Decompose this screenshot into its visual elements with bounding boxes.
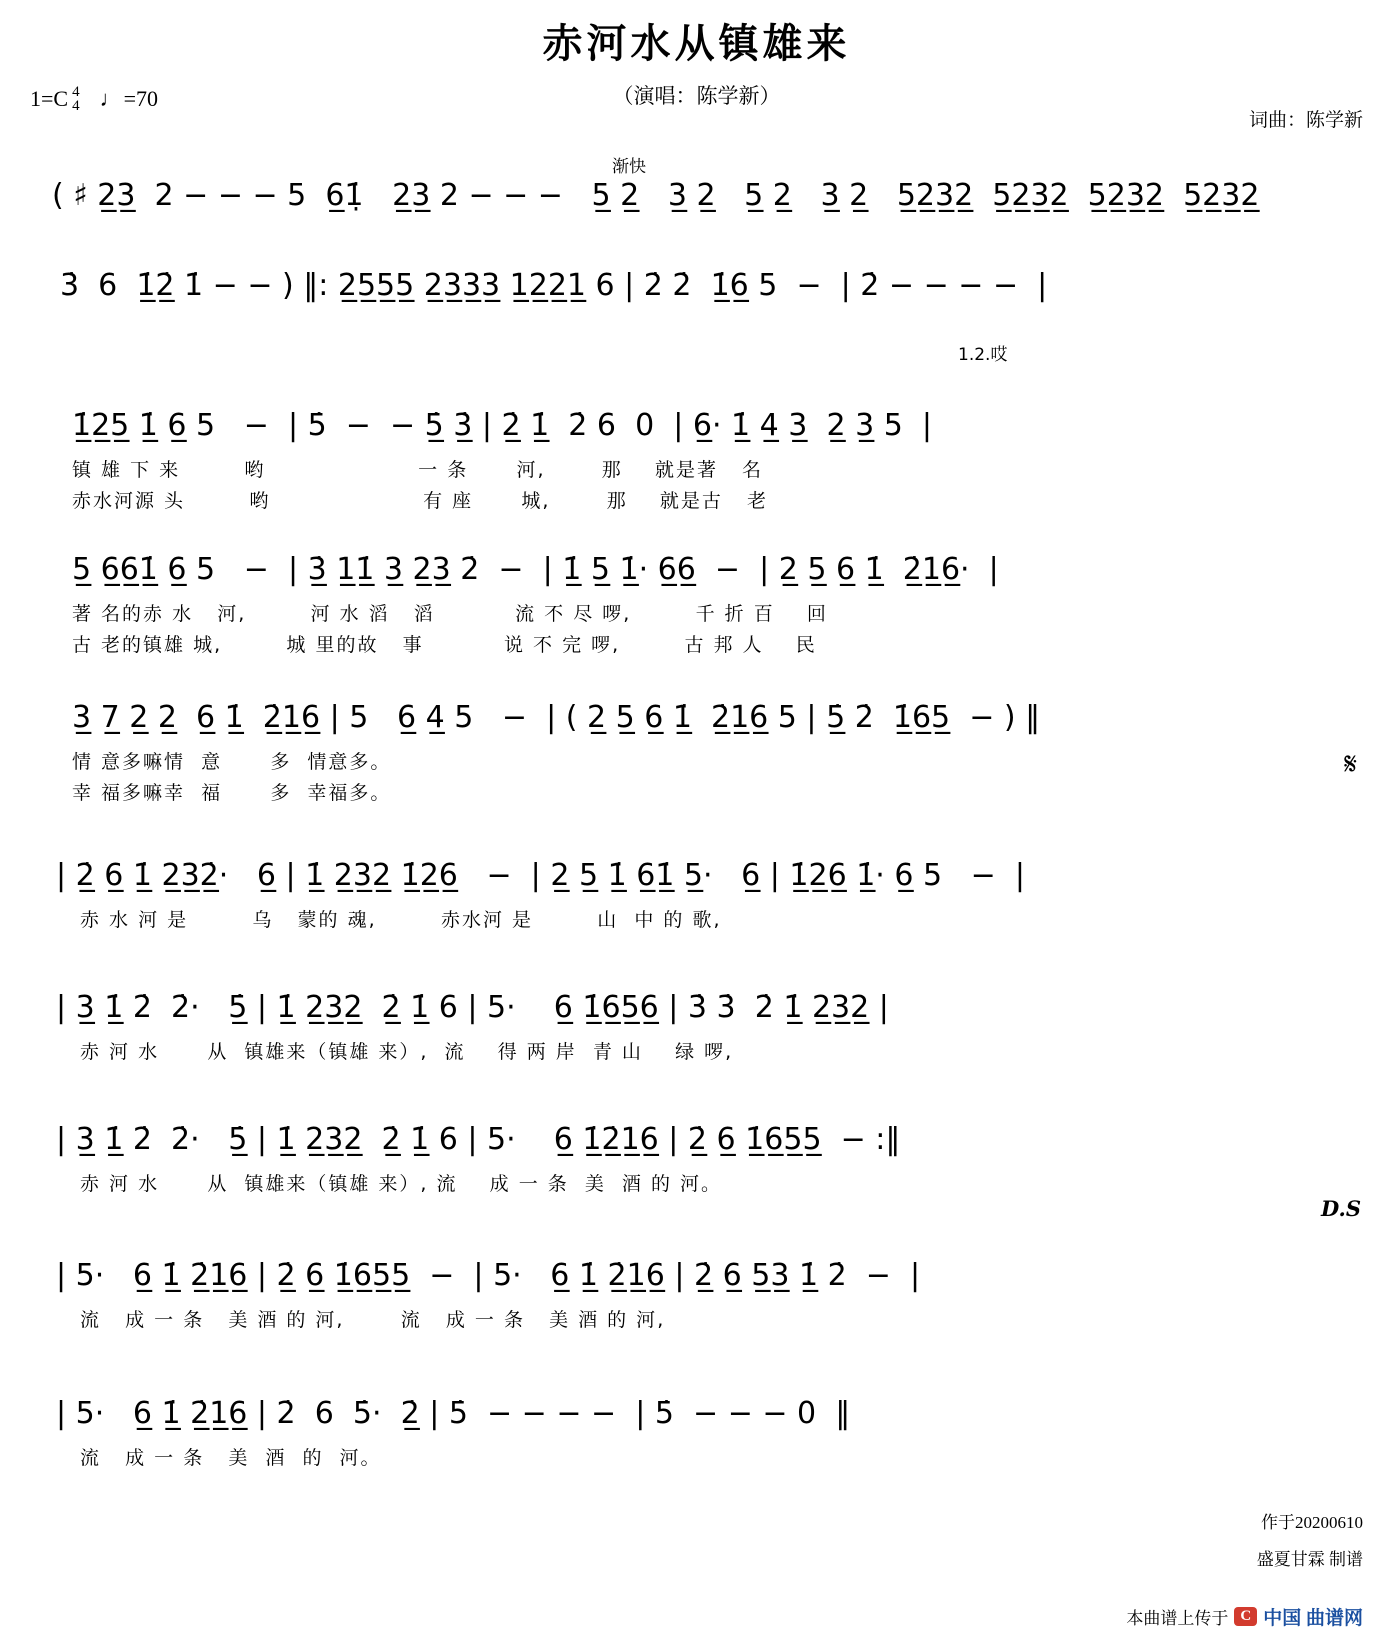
notes-line-4: 5̲ 6̲6̲1̲̇ 6̲ 5 − | 3̲̇ 1̲1̲̇ 3̲ 2̲3̲ 2̇ − | 1̲̇ 5̲ 1̲̇· 6̲6̲ − | 2̲ 5̲ 6̲ 1̲̇ 2̲̇1̲6̲· | [72, 552, 999, 587]
staff-row-7 [0, 990, 1393, 1064]
staff-row-4 [0, 552, 1393, 657]
staff-row-1 [0, 178, 1393, 213]
accel-mark: 渐快 [612, 157, 646, 177]
staff-row-9 [0, 1258, 1393, 1332]
compose-date: 作于20200610 [1261, 1513, 1363, 1532]
lyrics-line-4b: 古 老的镇雄 城, 城 里的故 事 说 不 完 啰, 古 邦 人 民 [72, 634, 817, 656]
quarter-note-icon: ♩ [99, 86, 122, 112]
notes-line-9: | 5· 6̲ 1̲̇ 2̲̇1̲6̲ | 2̲̇ 6̲ 1̲̇6̲5̲5̲ − | 5· 6̲ 1̲̇ 2̲̇1̲6̲ | 2̲̇ 6̲ 5̲3̲ 1̲̇ 2̇ − | [56, 1258, 921, 1293]
notes-line-1: ( ♯ 2̲3̲ 2 − − − 5 6̲1̣̇ 2̲3̲ 2 − − − 5̲ 2̲ 3̲ 2̲ 5̲ 2̲ 3̲ 2̲ 5̲2̲3̲2̲ 5̲2̲3̲2̲ 5̲2̲3̲2̲ 5̲2̲3̲2̲ [52, 178, 1260, 213]
site-attribution[interactable] [1126, 1603, 1363, 1630]
notes-line-2: 3̇ 6 1̲̇2̲̇ 1̇ − − ) ‖: 2̲5̲5̲5̲ 2̲3̲3̲3̲ 1̲2̲2̲1̲ 6 | 2̇ 2̇ 1̲̇6̲ 5 − | 2̇ − − − − | [60, 268, 1048, 303]
staff-row-3 [0, 408, 1393, 513]
notes-line-3: 1̲̇2̲5̲ 1̲̇ 6̲ 5 − | 5̇ − − 5̲̇ 3̲̇ | 2̲̇ 1̲̇ 2̇ 6 0 | 6̲· 1̲̇ 4̲ 3̲ 2̲ 3̲ 5 | [72, 408, 932, 443]
time-signature [72, 85, 80, 114]
staff-row-8 [0, 1122, 1393, 1196]
staff-row-10 [0, 1396, 1393, 1470]
notes-line-5: 3̲ 7̲ 2̲ 2̲ 6̲ 1̲̇ 2̲̇1̲6̲ | 5 6̲ 4̲ 5 − | ( 2̲ 5̲ 6̲ 1̲̇ 2̲̇1̲6̲ 5 | 5̲̇ 2̇ 1̲̇6̲5̲ − ) ‖ [72, 700, 1041, 735]
site-logo-icon: C [1234, 1607, 1257, 1626]
ds-mark: D.S [1321, 1196, 1361, 1221]
page-title: 赤河水从镇雄来 [542, 20, 851, 67]
notes-line-10: | 5· 6̲ 1̲̇ 2̲̇1̲6̲ | 2̇ 6 5̇· 2̲̇ | 5̇ − − − − | 5̇ − − − 0 ‖ [56, 1396, 851, 1431]
lyrics-line-5b: 幸 福多嘛幸 福 多 幸福多。 [72, 782, 392, 804]
lyrics-line-7: 赤 河 水 从 镇雄来（镇雄 来）, 流 得 两 岸 青 山 绿 啰, [80, 1041, 734, 1063]
engraver-credit: 盛夏甘霖 制谱 [1256, 1550, 1363, 1569]
singer-credit: （演唱：陈学新） [612, 84, 781, 108]
lyrics-line-4a: 著 名的赤 水 河, 河 水 滔 滔 流 不 尽 啰, 千 折 百 回 [72, 603, 828, 625]
key-and-tempo [30, 85, 158, 114]
lyrics-line-6: 赤 水 河 是 乌 蒙的 魂, 赤水河 是 山 中 的 歌, [80, 909, 722, 931]
notes-line-6: | 2̲̇ 6̲ 1̲̇ 2̲3̲2̲̇· 6̲ | 1̲̇ 2̲3̲2̲ 1̲̇2̲6̲ − | 2̲ 5̲ 1̲̇ 6̲1̲̇ 5̲· 6̲ | 1̲̇2̲6̲ 1̲̇· 6̲ 5 − | [56, 858, 1025, 893]
staff-row-2 [0, 268, 1393, 303]
upload-text: 本曲谱上传于 [1126, 1609, 1229, 1628]
time-signature-top: 4 [72, 84, 80, 100]
ending-1-2-mark: 1.2.哎 [958, 345, 1008, 365]
notes-line-7: | 3̲ 1̲̇ 2̇ 2̇· 5̲̇ | 1̲̇ 2̲3̲2̲ 2̲̇ 1̲̇ 6 | 5· 6̲ 1̲̇6̲5̲6̲ | 3̇ 3̇ 2̇ 1̲̇ 2̲3̲2̲ | [56, 990, 889, 1025]
site-name: 中国 曲谱网 [1263, 1608, 1363, 1629]
lyrics-line-9: 流 成 一 条 美 酒 的 河, 流 成 一 条 美 酒 的 河, [80, 1309, 666, 1331]
staff-row-5 [0, 700, 1393, 805]
lyrics-line-3a: 镇 雄 下 来 哟 一 条 河, 那 就是著 名 [72, 459, 764, 481]
tempo-label: =70 [123, 86, 159, 112]
composer-credit: 词曲：陈学新 [1248, 110, 1363, 131]
lyrics-line-10: 流 成 一 条 美 酒 的 河。 [80, 1447, 382, 1469]
lyrics-line-3b: 赤水河源 头 哟 有 座 城, 那 就是古 老 [72, 490, 768, 512]
lyrics-line-5a: 情 意多嘛情 意 多 情意多。 [72, 751, 392, 773]
time-signature-bottom: 4 [72, 98, 80, 115]
lyrics-line-8: 赤 河 水 从 镇雄来（镇雄 来）, 流 成 一 条 美 酒 的 河。 [80, 1173, 722, 1195]
key-label: 1=C [30, 86, 69, 112]
segno-icon: 𝄋 [1344, 748, 1357, 781]
notes-line-8: | 3̲ 1̲̇ 2̇ 2̇· 5̲̇ | 1̲̇ 2̲3̲2̲ 2̲̇ 1̲̇ 6 | 5· 6̲ 1̲̇2̲̇1̲6̲ | 2̲̇ 6̲ 1̲̇6̲5̲5̲ − :‖ [56, 1122, 901, 1157]
staff-row-6 [0, 858, 1393, 932]
